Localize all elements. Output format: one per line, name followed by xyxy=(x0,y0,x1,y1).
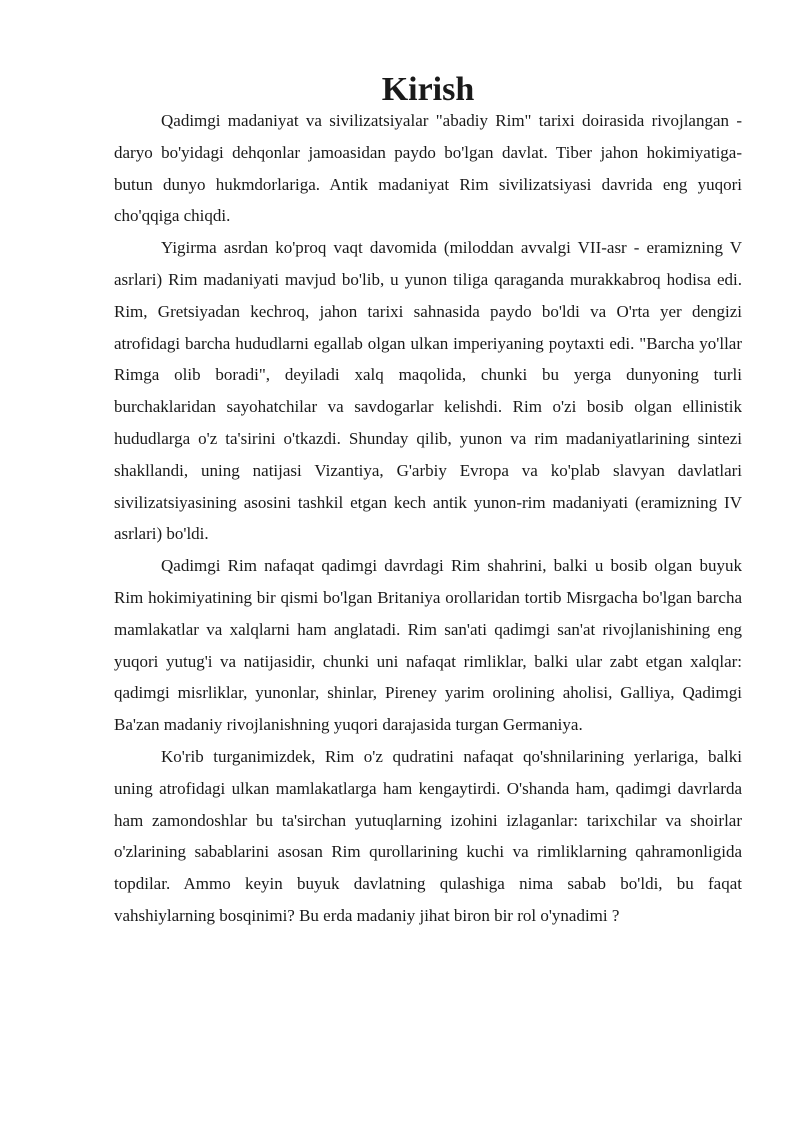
paragraph-1: Qadimgi madaniyat va sivilizatsiyalar "abadiy Rim" tarixi doirasida rivojlangan - daryo bo'yidagi dehqonlar jamoasidan paydo bo'lgan davlat. Tiber jahon hokimiyatiga-butun dunyo hukmdorlariga. Antik madaniyat Rim sivilizatsiyasi davrida eng yuqori cho'qqiga chiqdi. xyxy=(114,111,742,226)
paragraph-3: Qadimgi Rim nafaqat qadimgi davrdagi Rim shahrini, balki u bosib olgan buyuk Rim hokimiyatining bir qismi bo'lgan Britaniya orollaridan tortib Misrgacha bo'lgan barcha mamlakatlar va xalqlarni ham anglatadi. Rim san'ati qadimgi san'at rivojlanishining eng yuqori yutug'i va natijasidir, chunki uni nafaqat rimliklar, balki ular zabt etgan xalqlar: qadimgi misrliklar, yunonlar, shinlar, Pireney yarim orolining aholisi, Galliya, Qadimgi Ba'zan madaniy rivojlanishning yuqori darajasida turgan Germaniya. xyxy=(114,556,742,735)
document-page xyxy=(114,71,742,932)
paragraph-2: Yigirma asrdan ko'proq vaqt davomida (miloddan avvalgi VII-asr - eramizning V asrlari) Rim madaniyati mavjud bo'lib, u yunon tiliga qaraganda murakkabroq hodisa edi. Rim, Gretsiyadan kechroq, jahon tarixi sahnasida paydo bo'ldi va O'rta yer dengizi atrofidagi barcha hududlarni egallab olgan ulkan imperiyaning poytaxti edi. "Barcha yo'llar Rimga olib boradi", deyiladi xalq maqolida, chunki bu yerga dunyoning turli burchaklaridan sayohatchilar va savdogarlar kelishdi. Rim o'zi bosib olgan ellinistik hududlarga o'z ta'sirini o'tkazdi. Shunday qilib, yunon va rim madaniyatlarining sintezi shakllandi, uning natijasi Vizantiya, G'arbiy Evropa va ko'plab slavyan davlatlari sivilizatsiyasining asosini tashkil etgan kech antik yunon-rim madaniyati (eramizning IV asrlari) bo'ldi. xyxy=(114,238,742,544)
document-title: Kirish xyxy=(381,71,475,108)
paragraph-4: Ko'rib turganimizdek, Rim o'z qudratini nafaqat qo'shnilarining yerlariga, balki uning atrofidagi ulkan mamlakatlarga ham kengaytirdi. O'shanda ham, qadimgi davrlarda ham zamondoshlar bu ta'sirchan yutuqlarning izohini izlaganlar: tarixchilar va shoirlar o'zlarining sabablarini asosan Rim qurollarining kuchi va rimliklarning qahramonligida topdilar. Ammo keyin buyuk davlatning qulashiga nima sabab bo'ldi, bu faqat vahshiylarning bosqinimi? Bu erda madaniy jihat biron bir rol o'ynadimi ? xyxy=(114,746,742,925)
